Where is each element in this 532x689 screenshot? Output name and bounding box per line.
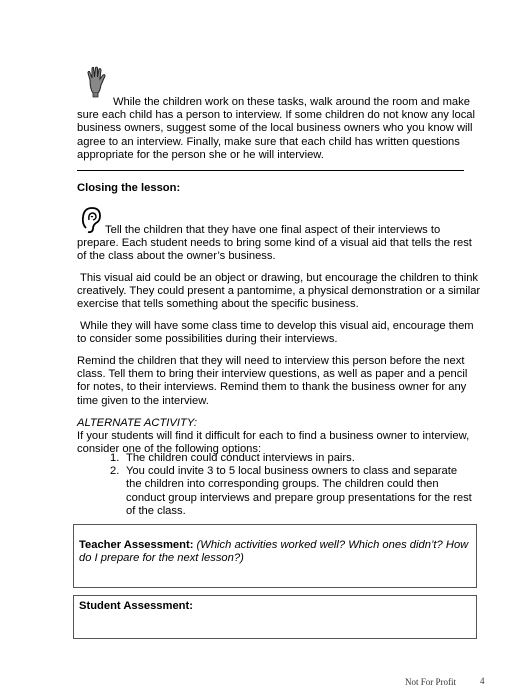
- list-number: 1.: [110, 452, 120, 464]
- section-divider: [77, 170, 464, 171]
- footer-text: Not For Profit: [405, 677, 457, 687]
- student-assessment-box: [73, 595, 477, 639]
- closing-heading: Closing the lesson:: [77, 182, 181, 194]
- list-text: You could invite 3 to 5 local business owners to class and separate the children into corresponding groups. The children could then conduct group interviews and prepare group presentations for the rest of the class.: [126, 465, 472, 517]
- teacher-assessment-text: [79, 539, 469, 565]
- closing-paragraph-3: While they will have some class time to develop this visual aid, encourage them to consider some possibilities during their interviews.: [77, 320, 474, 346]
- list-item: [110, 465, 472, 518]
- alternate-heading: ALTERNATE ACTIVITY:: [77, 417, 197, 429]
- page-number: 4: [480, 676, 485, 686]
- teacher-assessment-prompt: (Which activities worked well? Which ones didn’t? How do I prepare for the next lesson?): [79, 539, 469, 565]
- closing-paragraph-2: This visual aid could be an object or drawing, but encourage the children to think creatively. They could present a pantomime, a physical demonstration or a similar exercise that tells something about the specific business.: [77, 272, 481, 311]
- hand-icon: [86, 66, 108, 98]
- list-text: The children could conduct interviews in pairs.: [126, 452, 355, 464]
- list-number: 2.: [110, 465, 120, 478]
- intro-paragraph: While the children work on these tasks, walk around the room and make sure each child has a person to interview. If some children do not know any local business owners, suggest some of the local business owners who you know will agree to an interview. Finally, make sure that each child has written questions appropriate for the person she or he will interview.: [77, 96, 475, 161]
- options-list: [110, 452, 472, 518]
- alternate-intro: If your students will find it difficult for each to find a business owner to interview, consider one of the following options:: [77, 430, 470, 456]
- closing-paragraph-1: Tell the children that they have one final aspect of their interviews to prepare. Each student needs to bring some kind of a visual aid that tells the rest of the class about the owner’s business.: [77, 224, 472, 263]
- teacher-assessment-box: [73, 524, 477, 588]
- student-assessment-label: Student Assessment:: [79, 600, 193, 612]
- closing-paragraph-4: Remind the children that they will need to interview this person before the next class. Tell them to bring their interview questions, as well as paper and a pencil for notes, to their interviews. Remind them to thank the business owner for any time given to the interview.: [77, 355, 468, 407]
- list-item: [110, 452, 472, 465]
- teacher-assessment-label: Teacher Assessment:: [79, 539, 194, 551]
